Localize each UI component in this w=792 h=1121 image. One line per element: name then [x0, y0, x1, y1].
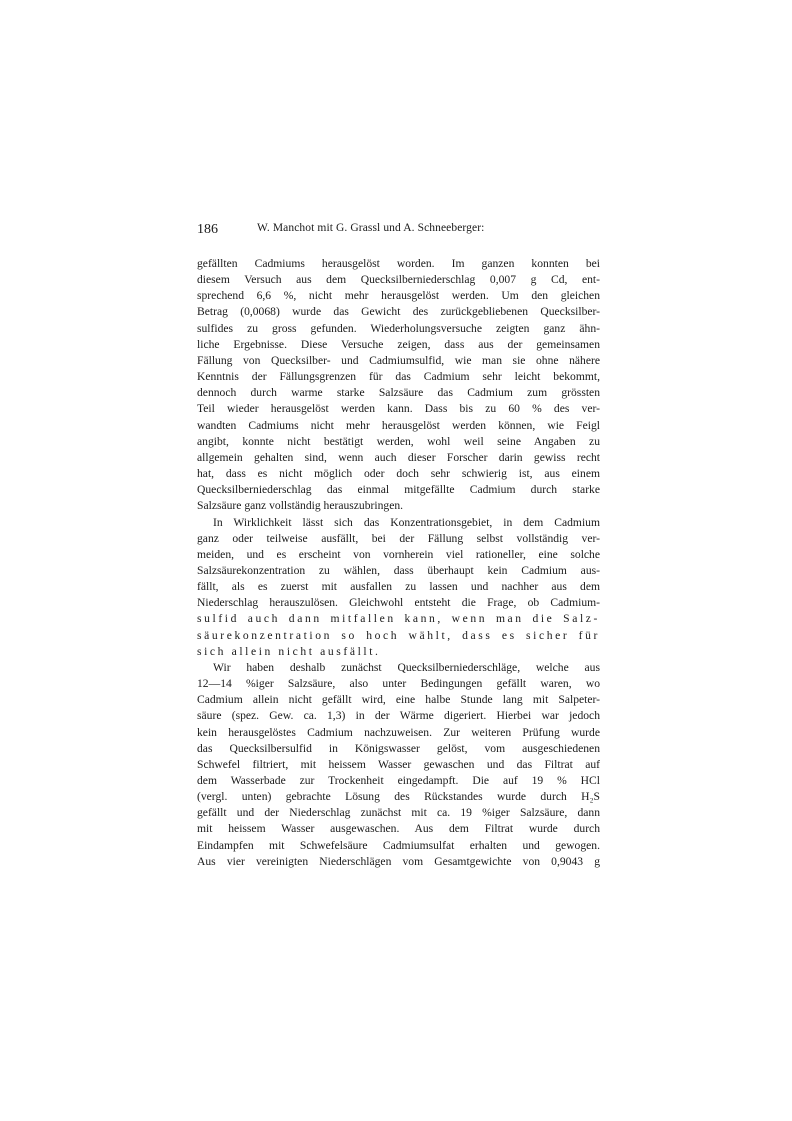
text-line: säure (spez. Gew. ca. 1,3) in der Wärme digeriert. Hierbei war jedoch [197, 709, 600, 723]
body-text [197, 256, 600, 870]
text-line: Niederschlag herauszulösen. Gleichwohl entsteht die Frage, ob Cadmium- [197, 596, 600, 610]
text-line: Salzsäurekonzentration zu wählen, dass überhaupt kein Cadmium aus- [197, 563, 600, 577]
text-line: Salzsäure ganz vollständig herauszubringen. [197, 499, 404, 513]
text-line: Schwefel filtriert, mit heissem Wasser gewaschen und das Filtrat auf [197, 757, 600, 771]
text-line: allgemein gehalten sind, wenn auch dieser Forscher darin gewiss recht [197, 450, 600, 464]
page [197, 222, 600, 870]
text-line: gefällt und der Niederschlag zunächst mit ca. 19 %iger Salzsäure, dann [197, 806, 600, 820]
text-line: säurekonzentration so hoch wählt, dass es sicher für [197, 628, 600, 642]
text-line: Wir haben deshalb zunächst Quecksilberniederschläge, welche aus [213, 660, 600, 674]
text-line: kein herausgelöstes Cadmium nachzuweisen. Zur weiteren Prüfung wurde [197, 725, 600, 739]
text-line: mit heissem Wasser ausgewaschen. Aus dem Filtrat wurde durch [197, 822, 600, 836]
text-line: sulfides zu gross gefunden. Wiederholungsversuche zeigten ganz ähn- [197, 321, 600, 335]
text-line: wandten Cadmiums nicht mehr herausgelöst werden können, wie Feigl [197, 418, 600, 432]
text-line: ganz oder teilweise ausfällt, bei der Fällung selbst vollständig ver- [197, 531, 600, 545]
text-line: das Quecksilbersulfid in Königswasser gelöst, vom ausgeschiedenen [197, 741, 600, 755]
text-line: angibt, konnte nicht bestätigt werden, wohl weil seine Angaben zu [197, 434, 600, 448]
text-line: Quecksilberniederschlag das einmal mitgefällte Cadmium durch starke [197, 483, 600, 497]
text-line: meiden, und es erscheint von vornherein viel rationeller, eine solche [197, 547, 600, 561]
text-line: sulfid auch dann mitfallen kann, wenn man die Salz- [197, 612, 600, 626]
text-line: Teil wieder herausgelöst werden kann. Dass bis zu 60 % des ver- [197, 402, 600, 416]
text-line: Aus vier vereinigten Niederschlägen vom Gesamtgewichte von 0,9043 g [197, 854, 600, 868]
page-number: 186 [197, 222, 218, 237]
text-line: liche Ergebnisse. Diese Versuche zeigen, dass aus der gemeinsamen [197, 337, 600, 351]
page-header [197, 222, 600, 244]
text-line: Betrag (0,0068) wurde das Gewicht des zurückgebliebenen Quecksilber- [197, 305, 600, 319]
text-line: (vergl. unten) gebrachte Lösung des Rückstandes wurde durch H₂S [197, 790, 600, 804]
text-line: In Wirklichkeit lässt sich das Konzentrationsgebiet, in dem Cadmium [213, 515, 600, 529]
text-line: Cadmium allein nicht gefällt wird, eine halbe Stunde lang mit Salpeter- [197, 693, 600, 707]
text-line: dennoch durch warme starke Salzsäure das Cadmium zum grössten [197, 386, 600, 400]
text-line: Eindampfen mit Schwefelsäure Cadmiumsulfat erhalten und gewogen. [197, 838, 600, 852]
text-line: diesem Versuch aus dem Quecksilberniederschlag 0,007 g Cd, ent- [197, 273, 600, 287]
text-line: sprechend 6,6 %, nicht mehr herausgelöst werden. Um den gleichen [197, 289, 600, 303]
text-line: dem Wasserbade zur Trockenheit eingedampft. Die auf 19 % HCl [197, 774, 600, 787]
text-line: Kenntnis der Fällungsgrenzen für das Cadmium sehr leicht bekommt, [197, 370, 600, 384]
text-line: gefällten Cadmiums herausgelöst worden. Im ganzen konnten bei [197, 257, 600, 270]
text-line: 12—14 %iger Salzsäure, also unter Bedingungen gefällt waren, wo [197, 677, 600, 691]
text-line: hat, dass es nicht möglich oder doch sehr schwierig ist, aus einem [197, 467, 600, 481]
text-line: sich allein nicht ausfällt. [197, 644, 381, 658]
text-line: fällt, als es zuerst mit ausfallen zu lassen und nachher aus dem [197, 580, 600, 594]
text-line: Fällung von Quecksilber- und Cadmiumsulfid, wie man sie ohne nähere [197, 353, 600, 367]
running-head: W. Manchot mit G. Grassl und A. Schneeberger: [257, 222, 485, 234]
